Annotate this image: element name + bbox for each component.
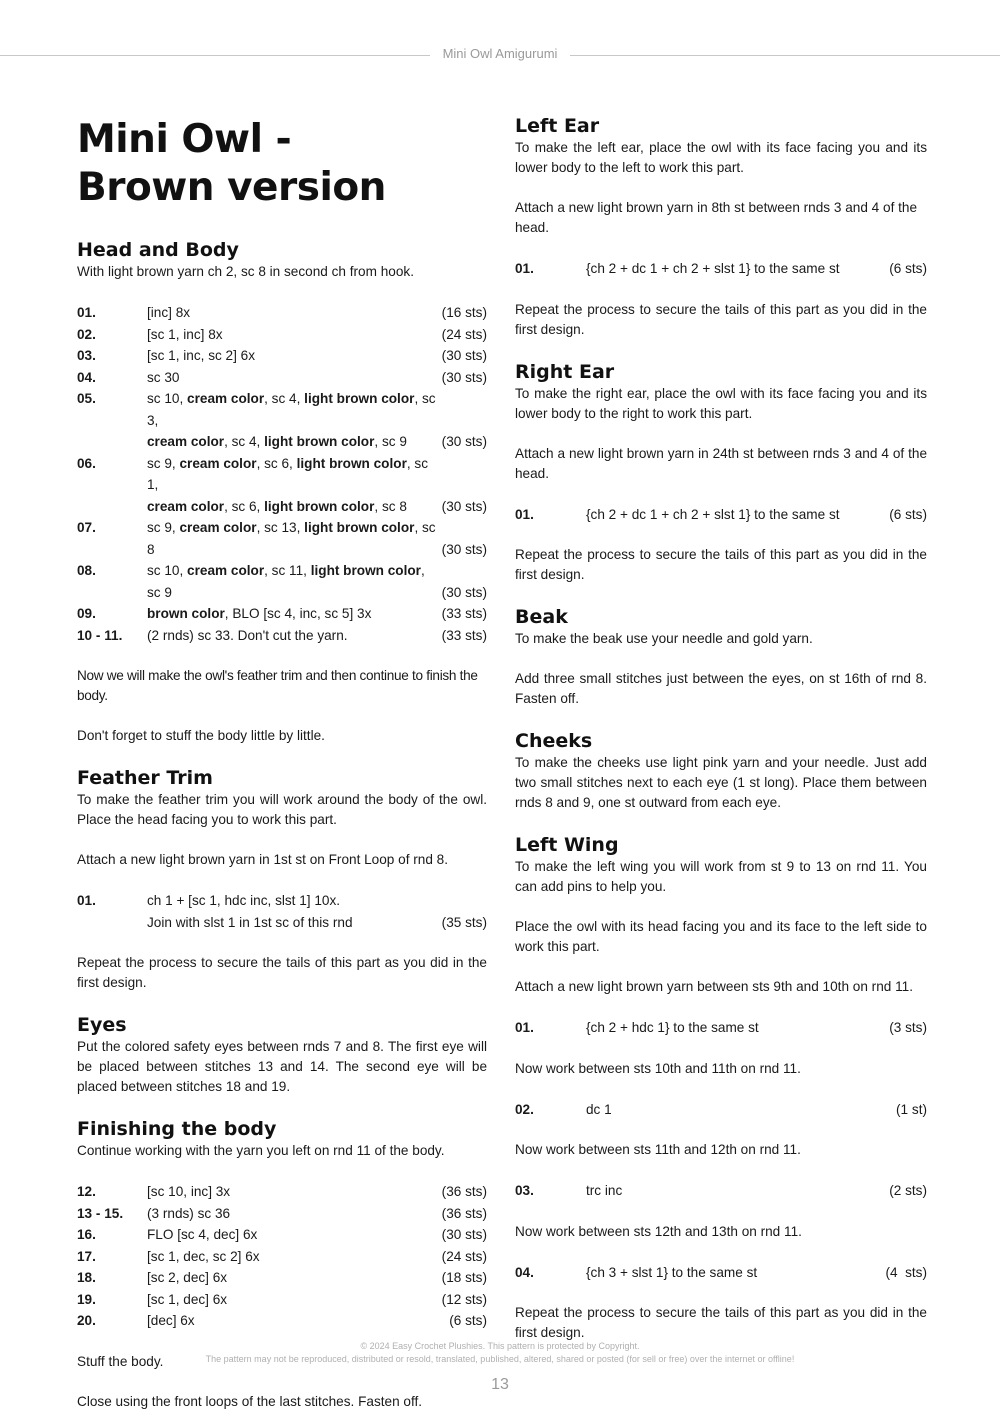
- instruction-row: [77, 625, 487, 647]
- row-number: 13 - 15.: [77, 1205, 124, 1221]
- row-text-line-1: ch 1 + [sc 1, hdc inc, slst 1] 10x.: [147, 893, 341, 908]
- row-count: (36 sts): [441, 1205, 487, 1221]
- stitch-text: sc 9,: [147, 455, 180, 471]
- left-ear-p2: Attach a new light brown yarn in 8th st between rnds 3 and 4 of the head.: [515, 200, 918, 235]
- color-name: cream color: [179, 520, 257, 535]
- feather-p3: Repeat the process to secure the tails of this part as you did in the first design.: [77, 955, 487, 990]
- color-name: light brown color: [264, 498, 375, 514]
- row-text: [inc] 8x: [147, 305, 191, 320]
- feather-p1: To make the feather trim you will work around the body of the owl. Place the head facing you to work this part.: [77, 792, 487, 827]
- copyright-footer: [0, 1340, 1000, 1366]
- left-wing-note-2: Now work between sts 11th and 12th on rnd 11.: [515, 1142, 801, 1157]
- feather-p2: Attach a new light brown yarn in 1st st on Front Loop of rnd 8.: [77, 852, 449, 867]
- color-name: brown color: [147, 606, 225, 621]
- row-number: 03.: [515, 1183, 534, 1198]
- row-count: (6 sts): [889, 261, 927, 276]
- row-number: 17.: [77, 1248, 96, 1264]
- copyright-line: © 2024 Easy Crochet Plushies. This pattern is protected by Copyright.: [360, 1341, 640, 1351]
- finishing-p3: Close using the front loops of the last stitches. Fasten off.: [77, 1393, 423, 1409]
- row-count: (6 sts): [449, 1313, 487, 1328]
- row-text-line: [147, 603, 442, 625]
- instruction-row: [77, 890, 487, 933]
- color-name: cream color: [147, 434, 225, 449]
- row-number: 10 - 11.: [77, 627, 123, 643]
- row-text: [sc 1, inc, sc 2] 6x: [147, 348, 256, 363]
- row-text: {ch 3 + slst 1} to the same st: [586, 1264, 758, 1280]
- row-number: 16.: [77, 1227, 96, 1242]
- row-number: 02.: [77, 326, 96, 342]
- instruction-row: [77, 345, 487, 367]
- row-count: (30 sts): [441, 434, 487, 449]
- stitch-text: sc 10,: [147, 391, 188, 406]
- row-text: sc 30: [147, 369, 180, 385]
- row-number: 04.: [77, 369, 96, 385]
- row-count: (30 sts): [441, 498, 487, 514]
- row-count: (35 sts): [441, 914, 487, 930]
- instruction-row: [515, 258, 927, 280]
- stitch-text: , sc 6,: [224, 498, 265, 514]
- row-text: FLO [sc 4, dec] 6x: [147, 1227, 258, 1242]
- left-wing-p4: Repeat the process to secure the tails of this part as you did in the first design.: [515, 1305, 927, 1340]
- color-name: cream color: [187, 563, 265, 578]
- heading-right-ear: Right Ear: [515, 360, 615, 383]
- row-text: (3 rnds) sc 36: [147, 1205, 231, 1221]
- row-count: (18 sts): [441, 1270, 487, 1285]
- row-count: (33 sts): [441, 627, 487, 643]
- instruction-row: [77, 560, 487, 603]
- row-number: 18.: [77, 1270, 96, 1285]
- row-text: [147, 603, 442, 625]
- row-number: 20.: [77, 1313, 96, 1328]
- instruction-row: [515, 504, 927, 526]
- row-text: [147, 388, 442, 453]
- instruction-row: [77, 324, 487, 346]
- page-number: 13: [491, 1376, 509, 1393]
- row-text-line: [147, 453, 442, 496]
- heading-finishing: Finishing the body: [77, 1118, 277, 1140]
- row-count: (33 sts): [441, 606, 487, 621]
- instruction-row: [77, 388, 487, 453]
- row-number: 01.: [77, 305, 96, 320]
- beak-p2: Add three small stitches just between the eyes, on st 16th of rnd 8. Fasten off.: [515, 671, 927, 706]
- copyright-notice: The pattern may not be reproduced, distributed or resold, translated, published, altered, shared or posted (for sell or free) over the internet or offline!: [205, 1354, 795, 1364]
- heading-left-ear: Left Ear: [515, 115, 600, 137]
- row-number: 03.: [77, 348, 96, 363]
- left-wing-note-3: Now work between sts 12th and 13th on rnd 11.: [515, 1223, 802, 1239]
- instruction-row: [77, 1289, 487, 1311]
- row-number: 01.: [77, 893, 96, 908]
- heading-cheeks: Cheeks: [515, 730, 593, 752]
- eyes-p1: Put the colored safety eyes between rnds 7 and 8. The first eye will be placed between stitches 13 and 14. The second eye will be placed between stitches 18 and 19.: [77, 1039, 487, 1094]
- head-body-intro: With light brown yarn ch 2, sc 8 in second ch from hook.: [77, 264, 414, 279]
- finishing-p1: Continue working with the yarn you left on rnd 11 of the body.: [77, 1143, 445, 1158]
- row-text-line: [147, 560, 442, 603]
- row-text-line: [147, 517, 442, 560]
- heading-head-body: Head and Body: [77, 239, 239, 261]
- row-count: (36 sts): [441, 1184, 487, 1199]
- row-count: (6 sts): [889, 506, 927, 522]
- row-count: (4 sts): [885, 1264, 927, 1280]
- title-line-1: Mini Owl -: [77, 117, 292, 162]
- row-text-line: [147, 431, 442, 453]
- stitch-text: , sc 3,: [147, 391, 436, 428]
- row-text: [dec] 6x: [147, 1313, 195, 1328]
- row-text: [147, 517, 442, 560]
- stitch-text: , sc 9: [374, 434, 407, 449]
- row-text: dc 1: [586, 1101, 612, 1117]
- row-text: [sc 10, inc] 3x: [147, 1184, 231, 1199]
- row-count: (2 sts): [889, 1183, 927, 1198]
- beak-p1: To make the beak use your needle and gold yarn.: [515, 631, 813, 646]
- left-ear-p1: To make the left ear, place the owl with its face facing you and its lower body to the left to work this part.: [515, 140, 927, 175]
- row-text: [147, 890, 442, 933]
- row-text: [147, 453, 442, 518]
- heading-eyes: Eyes: [77, 1014, 127, 1036]
- stitch-text: , sc 9: [147, 563, 425, 600]
- row-number: 19.: [77, 1291, 96, 1307]
- row-number: 01.: [515, 1020, 534, 1035]
- instruction-row: [77, 603, 487, 625]
- stitch-text: sc 10,: [147, 563, 188, 578]
- row-text-line: [147, 388, 442, 431]
- stitch-text: , sc 8: [374, 498, 407, 514]
- row-count: (24 sts): [441, 1248, 487, 1264]
- color-name: light brown color: [264, 434, 375, 449]
- row-number: 04.: [515, 1264, 534, 1280]
- instruction-row: [77, 1267, 487, 1289]
- left-wing-note-1: Now work between sts 10th and 11th on rnd 11.: [515, 1060, 801, 1076]
- page-header: [0, 0, 1000, 70]
- row-number: 09.: [77, 606, 96, 621]
- instruction-row: [77, 517, 487, 560]
- row-text-line-2: Join with slst 1 in 1st sc of this rnd: [147, 914, 353, 930]
- heading-feather-trim: Feather Trim: [77, 767, 213, 789]
- right-column: [515, 114, 927, 1343]
- instruction-row: [515, 1017, 927, 1039]
- row-number: 05.: [77, 391, 96, 406]
- instruction-row: [77, 1310, 487, 1332]
- row-text: [sc 1, dec] 6x: [147, 1291, 228, 1307]
- left-wing-p2: Place the owl with its head facing you and its face to the left side to work this part.: [515, 919, 927, 954]
- row-count: (30 sts): [441, 1227, 487, 1242]
- row-count: (30 sts): [441, 348, 487, 363]
- row-text: trc inc: [586, 1183, 623, 1198]
- stitch-text: , sc 4,: [224, 434, 265, 449]
- color-name: cream color: [187, 391, 265, 406]
- stitch-text: , sc 13,: [256, 520, 305, 535]
- row-count: (3 sts): [889, 1020, 927, 1035]
- instruction-row: [77, 367, 487, 389]
- row-text: {ch 2 + dc 1 + ch 2 + slst 1} to the same st: [586, 506, 840, 522]
- stitch-text: , BLO [sc 4, inc, sc 5] 3x: [224, 606, 372, 621]
- page-title: [77, 116, 487, 212]
- head-body-note-2: Don't forget to stuff the body little by little.: [77, 728, 325, 743]
- row-count: (24 sts): [441, 326, 487, 342]
- stitch-text: , sc 4,: [264, 391, 305, 406]
- left-wing-p3: Attach a new light brown yarn between sts 9th and 10th on rnd 11.: [515, 979, 913, 994]
- title-line-2: Brown version: [77, 165, 386, 210]
- row-text: (2 rnds) sc 33. Don't cut the yarn.: [147, 627, 348, 643]
- header-title: Mini Owl Amigurumi: [433, 46, 568, 61]
- row-count: (30 sts): [441, 369, 487, 385]
- left-column: [77, 110, 487, 1412]
- stitch-text: , sc 8: [147, 520, 436, 557]
- color-name: light brown color: [304, 520, 415, 535]
- finishing-p2: Stuff the body.: [77, 1353, 164, 1369]
- heading-beak: Beak: [515, 606, 568, 628]
- heading-left-wing: Left Wing: [515, 834, 619, 856]
- right-ear-p3: Repeat the process to secure the tails of this part as you did in the first design.: [515, 547, 927, 582]
- stitch-text: , sc 11,: [264, 563, 311, 578]
- head-body-note-1: Now we will make the owl's feather trim and then continue to finish the body.: [77, 668, 478, 703]
- row-text: [sc 1, inc] 8x: [147, 326, 223, 342]
- color-name: cream color: [179, 455, 257, 471]
- stitch-text: , sc 6,: [256, 455, 297, 471]
- left-wing-p1: To make the left wing you will work from st 9 to 13 on rnd 11. You can add pins to help you.: [515, 859, 927, 894]
- row-text: {ch 2 + hdc 1} to the same st: [586, 1020, 759, 1035]
- instruction-row: [77, 1246, 487, 1268]
- row-number: 12.: [77, 1184, 96, 1199]
- instruction-row: [515, 1180, 927, 1202]
- instruction-row: [77, 1224, 487, 1246]
- instruction-row: [515, 1262, 927, 1284]
- row-text-line: [147, 496, 442, 518]
- head-body-rows: [77, 302, 487, 646]
- instruction-row: [77, 1203, 487, 1225]
- row-number: 01.: [515, 506, 534, 522]
- row-text: [sc 1, dec, sc 2] 6x: [147, 1248, 260, 1264]
- row-number: 07.: [77, 520, 96, 535]
- left-ear-p3: Repeat the process to secure the tails of this part as you did in the first design.: [515, 301, 927, 337]
- instruction-row: [77, 302, 487, 324]
- row-count: (30 sts): [441, 541, 487, 557]
- stitch-text: , sc 1,: [147, 455, 429, 492]
- row-number: 02.: [515, 1101, 534, 1117]
- color-name: cream color: [147, 498, 225, 514]
- row-text: [sc 2, dec] 6x: [147, 1270, 228, 1285]
- row-count: (1 st): [896, 1101, 927, 1117]
- instruction-row: [77, 1181, 487, 1203]
- right-ear-p2: Attach a new light brown yarn in 24th st between rnds 3 and 4 of the head.: [515, 445, 927, 481]
- color-name: light brown color: [304, 391, 415, 406]
- row-number: 06.: [77, 455, 96, 471]
- color-name: light brown color: [296, 455, 407, 471]
- row-count: (30 sts): [441, 584, 487, 600]
- row-number: 01.: [515, 261, 534, 276]
- row-text: [147, 560, 442, 603]
- row-count: (12 sts): [441, 1291, 487, 1307]
- instruction-row: [515, 1099, 927, 1121]
- right-ear-p1: To make the right ear, place the owl with its face facing you and its lower body to the right to work this part.: [515, 385, 927, 421]
- finishing-rows: [77, 1181, 487, 1332]
- color-name: light brown color: [310, 563, 421, 578]
- instruction-row: [77, 453, 487, 518]
- row-count: (16 sts): [441, 305, 487, 320]
- cheeks-p1: To make the cheeks use light pink yarn and your needle. Just add two small stitches next to each eye (1 st long). Place them between rnds 8 and 9, one st outward from each eye.: [515, 755, 927, 810]
- stitch-text: sc 9,: [147, 520, 180, 535]
- row-number: 08.: [77, 563, 96, 578]
- row-text: {ch 2 + dc 1 + ch 2 + slst 1} to the same st: [586, 261, 840, 276]
